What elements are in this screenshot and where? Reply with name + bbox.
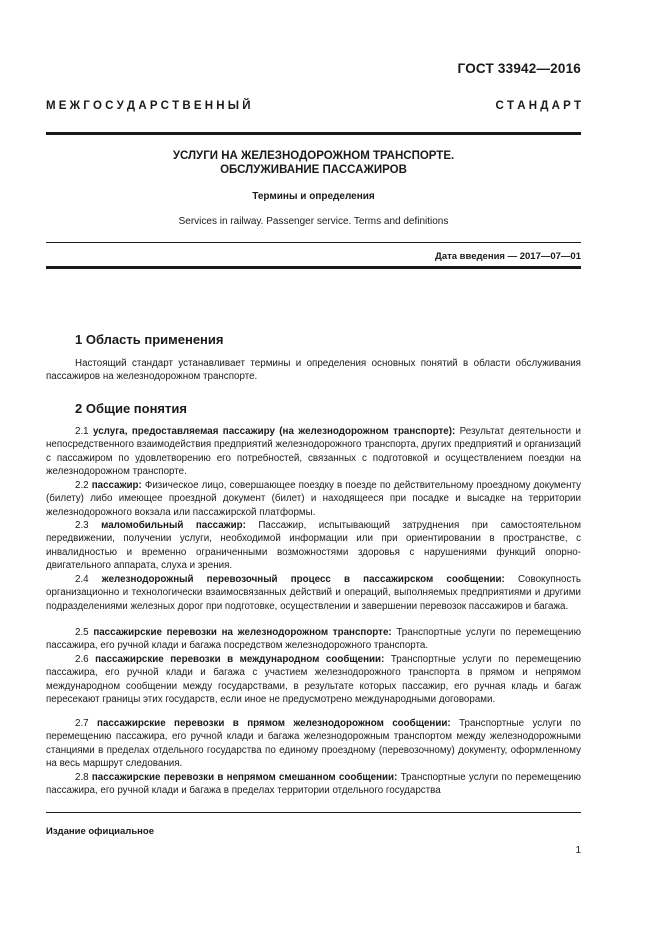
term-entry (46, 717, 581, 770)
term-name: пассажирские перевозки в непрямом смешанном сообщении: (91, 772, 398, 783)
term-entry (46, 626, 581, 653)
term-entry (46, 653, 581, 706)
term-definition: Транспортные услуги по перемещению пассажира, его ручной клади и багажа посредством железнодорожного транспорта. (46, 627, 581, 652)
term-number: 2.2 (75, 480, 89, 491)
term-name: маломобильный пассажир: (101, 520, 246, 531)
document-subtitle: Термины и определения (252, 191, 375, 202)
term-entry (46, 519, 581, 572)
term-name: пассажир: (91, 480, 142, 491)
term-number: 2.5 (75, 627, 89, 638)
term-definition: Транспортные услуги по перемещению пассажира, его ручной клади и багажа железнодорожным транспортом между железнодорожными станциями в пределах отдельного государства по единому проездному (перевозочному) документу, оформленному на весь маршрут следования. (46, 718, 581, 769)
term-number: 2.3 (75, 520, 89, 531)
standard-type-right: С Т А Н Д А Р Т (495, 100, 581, 112)
term-definition: Совокупность организационно и технологически взаимосвязанных действий и операций, выполняемых предприятиями и другими подразделениями железных дорог при подготовке, осуществлении и завершении перевозок пассажиров и багажа. (46, 574, 581, 612)
term-name: услуга, предоставляемая пассажиру (на железнодорожном транспорте): (93, 426, 456, 437)
term-name: железнодорожный перевозочный процесс в пассажирском сообщении: (101, 574, 505, 585)
title-rule (46, 242, 581, 243)
term-definition: Физическое лицо, совершающее поездку в поезде по действительному проездному документу (билету) либо имеющее проездной документ (билет) и находящееся при посадке и высадке на территории железнодорожного вокзала или пассажирской платформы. (46, 480, 581, 518)
document-code: ГОСТ 33942—2016 (457, 61, 581, 76)
scope-paragraph: Настоящий стандарт устанавливает термины и определения основных понятий в области обслуживания пассажиров на железнодорожном транспорте. (46, 358, 581, 383)
term-name: пассажирские перевозки на железнодорожном транспорте: (93, 627, 392, 638)
term-entry (46, 425, 581, 478)
term-definition: Пассажир, испытывающий затруднения при самостоятельном передвижении, получении услуги, необходимой информации или при ориентировании в пространстве, с инвалидностью и временно ограниченными возможностями здоровья с нарушениями функций опорно-двигательного аппарата, слуха и зрения. (46, 520, 581, 571)
term-name: пассажирские перевозки в международном сообщении: (95, 654, 385, 665)
term-entry (46, 573, 581, 613)
edition-note: Издание официальное (46, 826, 154, 837)
footer-rule (46, 812, 581, 813)
header-rule (46, 132, 581, 135)
standard-type-left: М Е Ж Г О С У Д А Р С Т В Е Н Н Ы Й (46, 100, 251, 112)
term-number: 2.6 (75, 654, 89, 665)
section-heading-general: 2 Общие понятия (75, 401, 187, 416)
title-line-1: УСЛУГИ НА ЖЕЛЕЗНОДОРОЖНОМ ТРАНСПОРТЕ. (172, 150, 455, 162)
document-title (46, 149, 581, 177)
date-rule (46, 266, 581, 269)
section-heading-scope: 1 Область применения (75, 332, 224, 347)
english-title: Services in railway. Passenger service. Terms and definitions (178, 216, 449, 227)
term-definition: Транспортные услуги по перемещению пассажира, его ручной клади и багажа в пределах территории отдельного государства (46, 772, 581, 797)
term-number: 2.7 (75, 718, 89, 729)
term-number: 2.1 (75, 426, 89, 437)
term-definition: Результат деятельности и непосредственного взаимодействия предприятий железнодорожного транспорта, других предприятий и организаций с пассажиром по удовлетворению его потребностей, связанных с подготовкой и осуществлением поездки на железнодорожном транспорте. (46, 426, 581, 477)
page-number: 1 (575, 845, 581, 856)
term-number: 2.8 (75, 772, 89, 783)
standard-type-label (46, 100, 581, 112)
term-name: пассажирские перевозки в прямом железнодорожном сообщении: (97, 718, 451, 729)
term-entry (46, 771, 581, 798)
term-entry (46, 479, 581, 519)
term-definition: Транспортные услуги по перемещению пассажира, его ручной клади и багажа с участием железнодорожного транспорта в прямом и непрямом международном сообщении между государствами, в результате которых пассажир, его ручная кладь и багаж пересекают границы этих государств, если иное не предусмотрено международными договорами. (46, 654, 581, 705)
term-number: 2.4 (75, 574, 89, 585)
introduction-date: Дата введения — 2017—07—01 (435, 251, 581, 262)
title-line-2: ОБСЛУЖИВАНИЕ ПАССАЖИРОВ (220, 164, 407, 176)
